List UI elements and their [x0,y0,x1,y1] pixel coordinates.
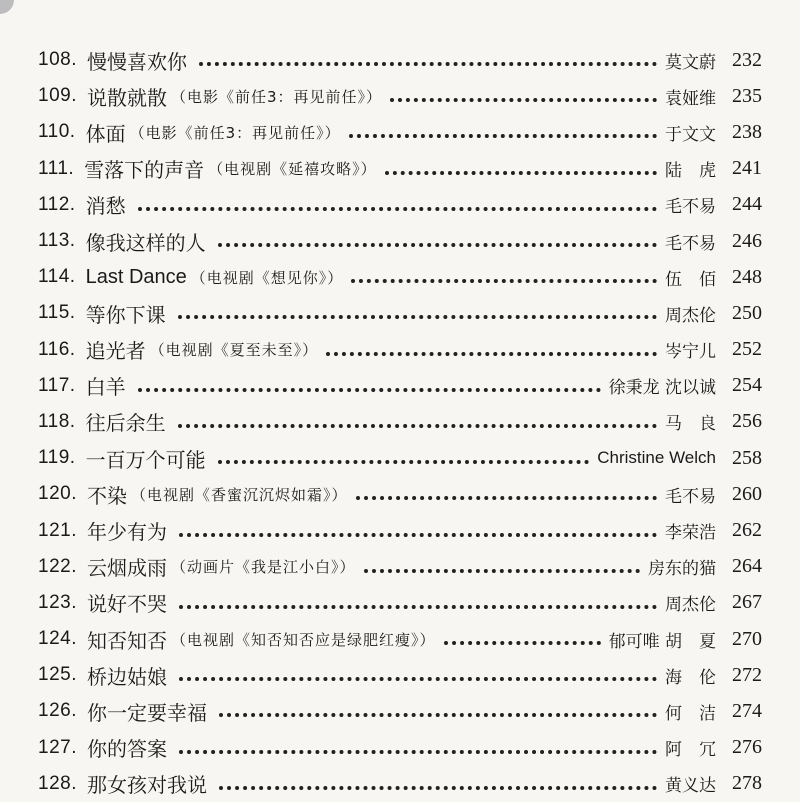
toc-entry [0,404,800,440]
artist-name: 毛不易 [665,486,716,507]
song-title: Last Dance [85,265,187,288]
song-title: 不染 [86,483,127,508]
page-number: 235 [732,84,762,107]
toc-entry [0,476,800,512]
toc-entry [0,42,800,78]
toc-entry [0,549,800,585]
dot-leader [218,243,657,247]
artist-name: 岑宁儿 [665,342,716,363]
song-title: 云烟成雨 [86,556,167,581]
page-number: 258 [732,446,762,469]
artist-name: 何 洁 [665,703,716,724]
song-title: 白羊 [85,375,126,400]
page-number: 274 [732,699,762,722]
entry-number: 113. [38,230,76,252]
song-title: 你一定要幸福 [86,700,207,725]
page-number: 246 [732,229,762,252]
page-number: 276 [732,736,762,759]
entry-number: 128. [38,772,77,794]
song-title: 消愁 [85,194,126,219]
page-number: 244 [732,193,762,216]
toc-entry [0,259,800,295]
entry-number: 114. [38,266,76,288]
dot-leader [444,641,601,645]
dot-leader [179,750,657,754]
song-title: 往后余生 [85,411,166,436]
page-number: 254 [732,374,762,397]
artist-name: 马 良 [665,414,716,435]
entry-number: 120. [38,483,77,505]
toc-entry [0,332,800,368]
artist-name: 徐秉龙 沈以诚 [608,378,716,399]
entry-number: 110. [38,121,76,143]
dot-leader [351,279,657,283]
toc-entry [0,766,800,802]
source-note: （电影《前任3：再见前任》） [170,87,383,106]
dot-leader [219,786,657,790]
dot-leader [179,677,657,681]
page-number: 260 [732,482,762,505]
toc-entry [0,187,800,223]
artist-name: 黄义达 [665,776,716,797]
entry-number: 123. [38,591,77,613]
source-note: （电视剧《延禧攻略》） [208,160,377,179]
toc-entry [0,223,800,259]
song-title: 说好不哭 [86,592,167,617]
artist-name: 袁娅维 [665,88,716,109]
page-number: 272 [732,663,762,686]
toc-entry [0,440,800,476]
toc-entry [0,368,800,404]
page-number: 248 [732,265,762,288]
song-title: 像我这样的人 [85,230,206,255]
artist-name: 于文文 [665,124,716,145]
artist-name: Christine Welch [597,448,716,468]
dot-leader [178,424,657,428]
song-title: 慢慢喜欢你 [86,49,187,74]
toc-entry [0,114,800,150]
dot-leader [326,352,657,356]
artist-name: 李荣浩 [665,523,716,544]
song-title: 那女孩对我说 [86,773,207,798]
source-note: （电视剧《夏至未至》） [149,341,319,360]
dot-leader [364,569,641,573]
entry-number: 119. [38,447,76,469]
song-title: 追光者 [85,339,146,364]
corner-decoration [0,0,14,14]
artist-name: 陆 虎 [665,161,716,182]
source-note: （电视剧《知否知否应是绿肥红瘦》） [170,630,436,649]
song-title: 你的答案 [86,737,167,762]
dot-leader [218,460,590,464]
entry-number: 115. [38,302,76,324]
toc-entry [0,585,800,621]
artist-name: 郁可唯 胡 夏 [608,631,716,652]
page-number: 232 [732,48,762,71]
dot-leader [349,134,657,138]
artist-name: 周杰伦 [665,305,716,326]
artist-name: 房东的猫 [648,559,716,580]
artist-name: 毛不易 [665,233,716,254]
song-title: 雪落下的声音 [84,158,205,183]
table-of-contents [0,42,800,802]
toc-entry [0,512,800,548]
song-title: 年少有为 [86,520,167,545]
source-note: （电影《前任3：再见前任》） [129,123,341,142]
dot-leader [178,315,657,319]
song-title: 等你下课 [85,302,166,327]
toc-entry [0,295,800,331]
page-number: 278 [732,772,762,795]
artist-name: 毛不易 [665,197,716,218]
entry-number: 116. [38,338,76,360]
dot-leader [390,98,657,102]
artist-name: 伍 佰 [665,269,716,290]
toc-entry [0,151,800,187]
dot-leader [179,533,657,537]
dot-leader [138,207,657,211]
entry-number: 125. [38,664,77,686]
entry-number: 111. [38,157,75,179]
toc-entry [0,693,800,729]
page-number: 264 [732,555,762,578]
entry-number: 121. [38,519,77,541]
song-title: 知否知否 [86,628,167,653]
page-number: 241 [732,157,762,180]
entry-number: 122. [38,555,77,577]
page-number: 270 [732,627,762,650]
artist-name: 周杰伦 [665,595,716,616]
toc-entry [0,621,800,657]
song-title: 说散就散 [86,85,167,110]
source-note: （电视剧《想见你》） [190,268,344,287]
dot-leader [219,713,657,717]
toc-entry [0,78,800,114]
song-title: 一百万个可能 [85,447,206,472]
artist-name: 阿 冗 [665,740,716,761]
entry-number: 118. [38,410,76,432]
source-note: （电视剧《香蜜沉沉烬如霜》） [130,485,348,504]
entry-number: 109. [38,85,77,107]
entry-number: 108. [38,49,77,71]
dot-leader [179,605,657,609]
artist-name: 海 伦 [665,667,716,688]
artist-name: 莫文蔚 [665,52,716,73]
toc-entry [0,657,800,693]
source-note: （动画片《我是江小白》） [170,558,356,577]
dot-leader [385,171,657,175]
dot-leader [138,388,601,392]
page-number: 267 [732,591,762,614]
page-number: 238 [732,120,762,143]
page-number: 256 [732,410,762,433]
dot-leader [356,496,658,500]
song-title: 体面 [85,121,126,146]
toc-entry [0,730,800,766]
entry-number: 127. [38,736,77,758]
entry-number: 126. [38,700,77,722]
entry-number: 124. [38,628,77,650]
song-title: 桥边姑娘 [86,664,167,689]
page-number: 262 [732,519,762,542]
entry-number: 112. [38,193,76,215]
page-number: 252 [732,338,762,361]
dot-leader [199,62,657,66]
page-number: 250 [732,301,762,324]
entry-number: 117. [38,374,76,396]
